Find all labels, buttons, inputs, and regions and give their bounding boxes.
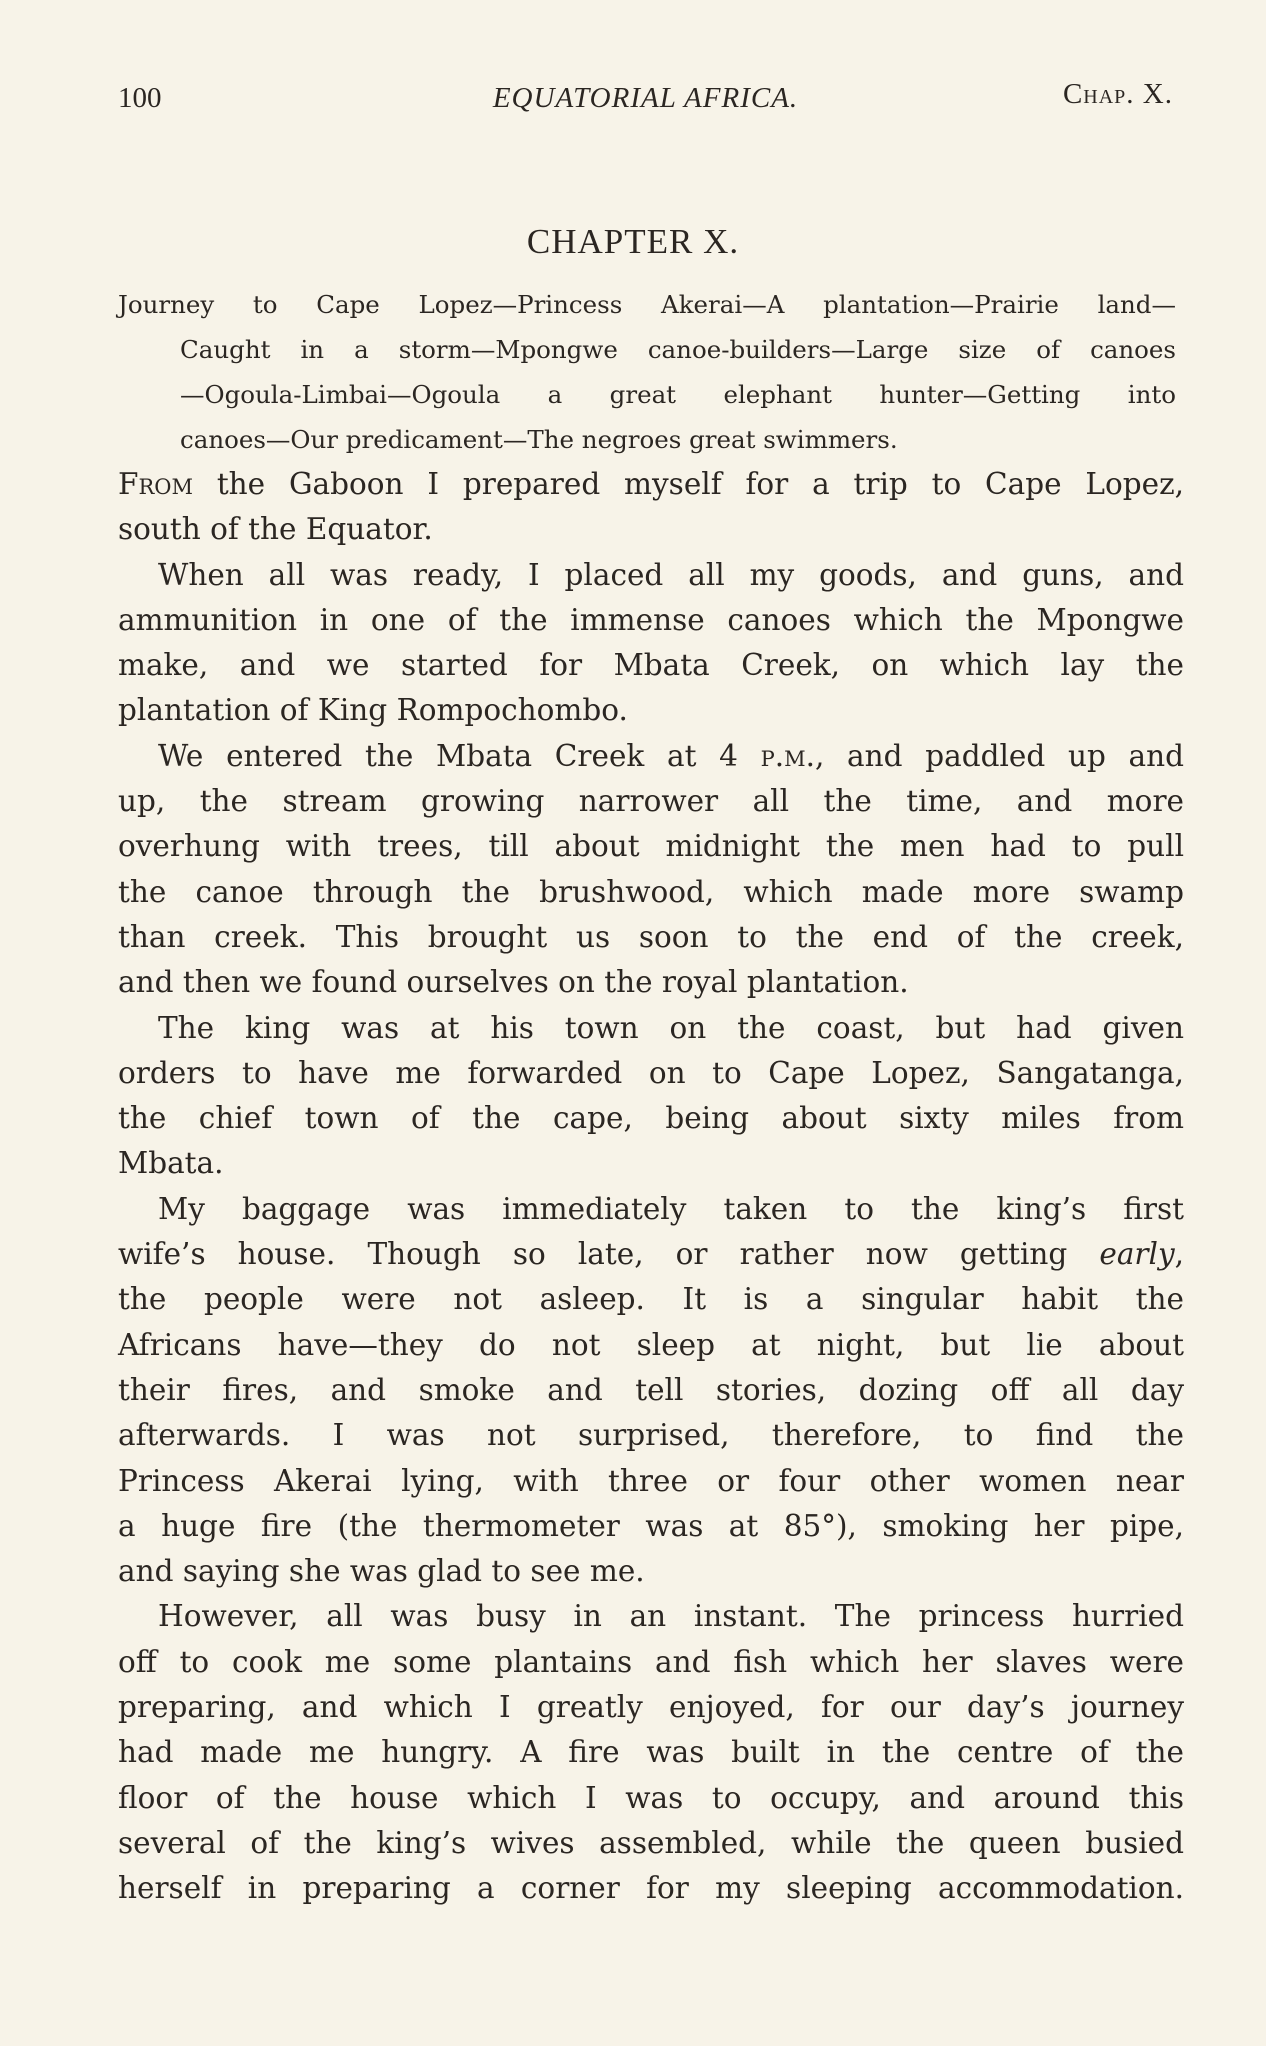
text-fragment: the Gaboon I prepared myself for a trip to Cape Lopez, [193,467,1184,501]
text-line: The king was at his town on the coast, but had given [158,1010,1184,1045]
chapter-summary [118,282,1176,462]
text-line: overhung with trees, till about midnight the men had to pull [118,829,1184,864]
running-title: EQUATORIAL AFRICA. [492,82,799,114]
text-fragment: wife’s house. Though so late, or rather now getting [118,1237,1100,1272]
body-text [118,462,1184,1912]
text-fragment: , and paddled up and [814,738,1184,773]
text-line: the people were not asleep. It is a singular habit the [118,1282,1184,1317]
text-line: floor of the house which I was to occupy, and around this [118,1780,1184,1815]
summary-line: —Ogoula-Limbai—Ogoula a great elephant hunter—Getting into [180,380,1176,409]
text-line: their fires, and smoke and tell stories, dozing off all day [118,1372,1184,1407]
text-line: the chief town of the cape, being about sixty miles from [118,1101,1184,1136]
text-line: south of the Equator. [118,512,433,547]
text-line [118,734,1184,779]
text-line: had made me hungry. A fire was built in the centre of the [118,1735,1184,1770]
text-line: and then we found ourselves on the royal plantation. [118,965,909,1000]
text-fragment: We entered the Mbata Creek at 4 [158,738,761,773]
text-line: than creek. This brought us soon to the end of the creek, [118,919,1184,954]
text-line: ammunition in one of the immense canoes which the Mpongwe [118,602,1184,637]
time-abbrev: p.m. [760,738,815,773]
summary-line: Caught in a storm—Mpongwe canoe-builders—Large size of canoes [180,335,1176,364]
text-line: off to cook me some plantains and fish which her slaves were [118,1644,1184,1679]
text-line: up, the stream growing narrower all the time, and more [118,784,1184,819]
text-line [118,1232,1184,1277]
chapter-reference: Chap. X. [1062,78,1173,110]
emphasis: early [1099,1237,1175,1272]
text-line: make, and we started for Mbata Creek, on which lay the [118,648,1184,683]
drop-word: From [118,467,193,501]
text-line: preparing, and which I greatly enjoyed, for our day’s journey [118,1690,1184,1725]
text-line: When all was ready, I placed all my goods, and guns, and [158,557,1184,592]
text-line: plantation of King Rompochombo. [118,693,628,728]
text-line: orders to have me forwarded on to Cape Lopez, Sangatanga, [118,1055,1184,1090]
text-fragment: , [1174,1237,1184,1272]
running-head [118,78,1173,122]
text-line: My baggage was immediately taken to the king’s first [158,1191,1184,1226]
text-line: the canoe through the brushwood, which made more swamp [118,874,1184,909]
text-line [118,462,1184,507]
page-number: 100 [118,82,162,114]
text-line: herself in preparing a corner for my sleeping accommodation. [118,1871,1184,1906]
text-line: afterwards. I was not surprised, therefore, to find the [118,1418,1184,1453]
text-line: Princess Akerai lying, with three or four other women near [118,1463,1184,1498]
text-line: several of the king’s wives assembled, while the queen busied [118,1825,1184,1860]
summary-line: Journey to Cape Lopez—Princess Akerai—A plantation—Prairie land— [118,290,1176,319]
text-line: Mbata. [118,1146,224,1181]
chapter-title: CHAPTER X. [526,222,740,261]
text-line: However, all was busy in an instant. The princess hurried [158,1599,1184,1634]
summary-line: canoes—Our predicament—The negroes great swimmers. [180,425,898,454]
text-line: and saying she was glad to see me. [118,1554,645,1589]
text-line: Africans have—they do not sleep at night, but lie about [118,1327,1184,1362]
text-line: a huge fire (the thermometer was at 85°), smoking her pipe, [118,1508,1184,1543]
